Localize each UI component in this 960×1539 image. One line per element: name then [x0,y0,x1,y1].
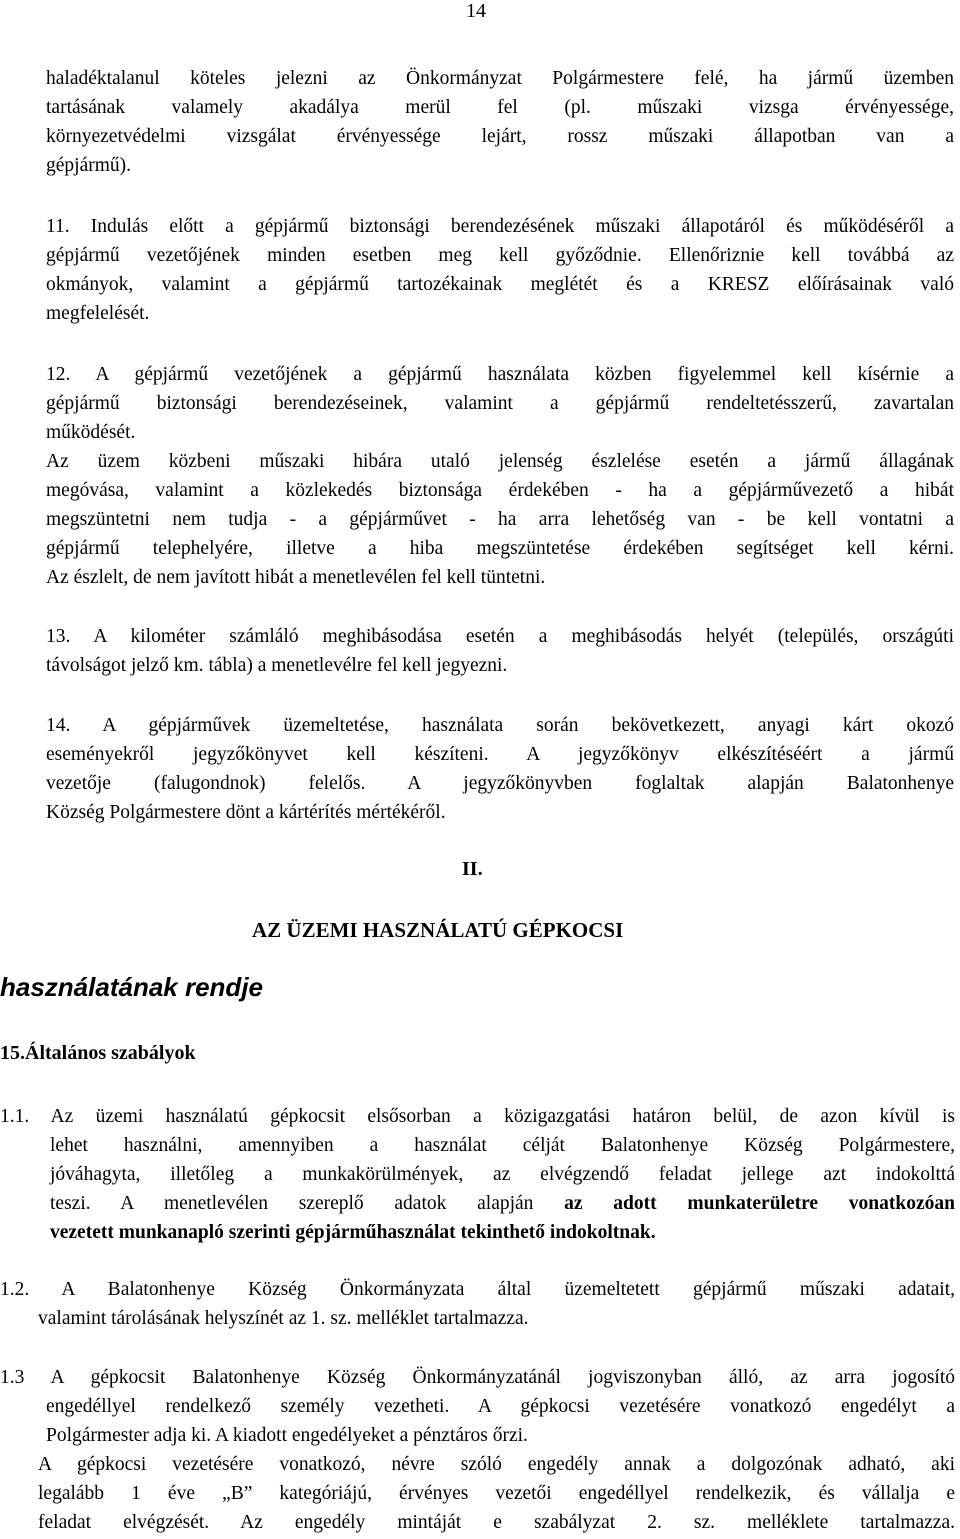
text-line: gépjármű telephelyére, illetve a hiba megszüntetése érdekében segítséget kell kérni. [46,538,954,559]
paragraph-1-1 [0,1102,955,1247]
text-line: okmányok, valamint a gépjármű tartozékainak meglétét és a KRESZ előírásainak való [46,274,954,295]
text-line: Község Polgármestere dönt a kártérítés mértékéről. [46,802,446,823]
text-line: Polgármester adja ki. A kiadott engedélyeket a pénztáros őrzi. [46,1425,528,1446]
text-line: megszüntetni nem tudja - a gépjárművet - ha arra lehetőség van - be kell vontatni a [46,509,954,530]
chapter-subtitle: használatának rendje [0,972,263,1002]
text-line: haladéktalanul köteles jelezni az Önkormányzat Polgármestere felé, ha jármű üzemben [46,68,954,89]
text-line: valamint tárolásának helyszínét az 1. sz. melléklet tartalmazza. [38,1308,529,1329]
text-line: legalább 1 éve „B” kategóriájú, érvényes vezetői engedéllyel rendelkezik, és vállalja e [38,1483,955,1504]
bold-text: vezetett munkanapló szerinti gépjárműhasználat tekinthető indokoltnak. [50,1222,656,1243]
text-line: Az észlelt, de nem javított hibát a menetlevélen fel kell tüntetni. [46,567,546,588]
text-line: gépjármű vezetőjének minden esetben meg kell győződnie. Ellenőriznie kell továbbá az [46,245,954,266]
paragraph-13 [46,622,954,680]
text-line [0,1218,955,1247]
text-line: gépjármű). [46,155,132,176]
text-line: környezetvédelmi vizsgálat érvényessége lejárt, rossz műszaki állapotban van a [46,126,954,147]
text-line: távolságot jelző km. tábla) a menetlevélre fel kell jegyezni. [46,655,508,676]
paragraph-12 [46,360,954,592]
text-line: eseményekről jegyzőkönyvet kell készíteni. A jegyzőkönyv elkészítéséért a jármű [46,744,954,765]
text-line: Az üzem közbeni műszaki hibára utaló jelenség észlelése esetén a jármű állagának [46,451,954,472]
text-line: működését. [46,422,136,443]
chapter-title: AZ ÜZEMI HASZNÁLATÚ GÉPKOCSI [252,918,624,942]
text-line: lehet használni, amennyiben a használat célját Balatonhenye Község Polgármestere, [50,1135,955,1156]
text-line: A gépkocsi vezetésére vonatkozó, névre szóló engedély annak a dolgozónak adható, aki [38,1454,955,1475]
text-line: 12. A gépjármű vezetőjének a gépjármű használata közben figyelemmel kell kísérnie a [46,364,954,385]
text-line: 11. Indulás előtt a gépjármű biztonsági berendezésének műszaki állapotáról és működéséről a [46,216,954,237]
text-line: feladat elvégzését. Az engedély mintáját e szabályzat 2. sz. melléklete tartalmazza. [38,1512,955,1533]
page-number: 14 [466,0,486,22]
paragraph-11 [46,212,954,328]
text-line: megóvása, valamint a közlekedés biztonsága érdekében - ha a gépjárművezető a hibát [46,480,954,501]
text-line: 1.2. A Balatonhenye Község Önkormányzata által üzemeltetett gépjármű műszaki adatait, [0,1279,955,1300]
paragraph-14 [46,711,954,827]
paragraph-intro [46,64,954,180]
text-fragment: teszi. A menetlevélen szereplő adatok alapján [50,1193,565,1214]
text-line: megfelelését. [46,303,150,324]
paragraph-1-2 [0,1275,955,1333]
text-line: 1.1. Az üzemi használatú gépkocsit elsősorban a közigazgatási határon belül, de azon kívül is [0,1106,955,1127]
text-line: jóváhagyta, illetőleg a munkakörülmények, az elvégzendő feladat jellege azt indokolttá [50,1164,955,1185]
paragraph-1-3 [0,1363,955,1537]
text-line: 13. A kilométer számláló meghibásodása esetén a meghibásodás helyét (település, országúti [46,626,954,647]
text-line: 1.3 A gépkocsit Balatonhenye Község Önkormányzatánál jogviszonyban álló, az arra jogosító [0,1367,955,1388]
bold-text: az adott munkaterületre vonatkozóan [564,1193,955,1214]
text-line: gépjármű biztonsági berendezéseinek, valamint a gépjármű rendeltetésszerű, zavartalan [46,393,954,414]
chapter-number: II. [462,858,483,880]
text-line [0,1189,955,1218]
text-line: 14. A gépjárművek üzemeltetése, használata során bekövetkezett, anyagi kárt okozó [46,715,954,736]
text-line: vezetője (falugondnok) felelős. A jegyzőkönyvben foglaltak alapján Balatonhenye [46,773,954,794]
section-heading: 15.Általános szabályok [0,1042,196,1064]
text-line: engedéllyel rendelkező személy vezetheti. A gépkocsi vezetésére vonatkozó engedélyt a [46,1396,955,1417]
text-line: tartásának valamely akadálya merül fel (pl. műszaki vizsga érvényessége, [46,97,954,118]
